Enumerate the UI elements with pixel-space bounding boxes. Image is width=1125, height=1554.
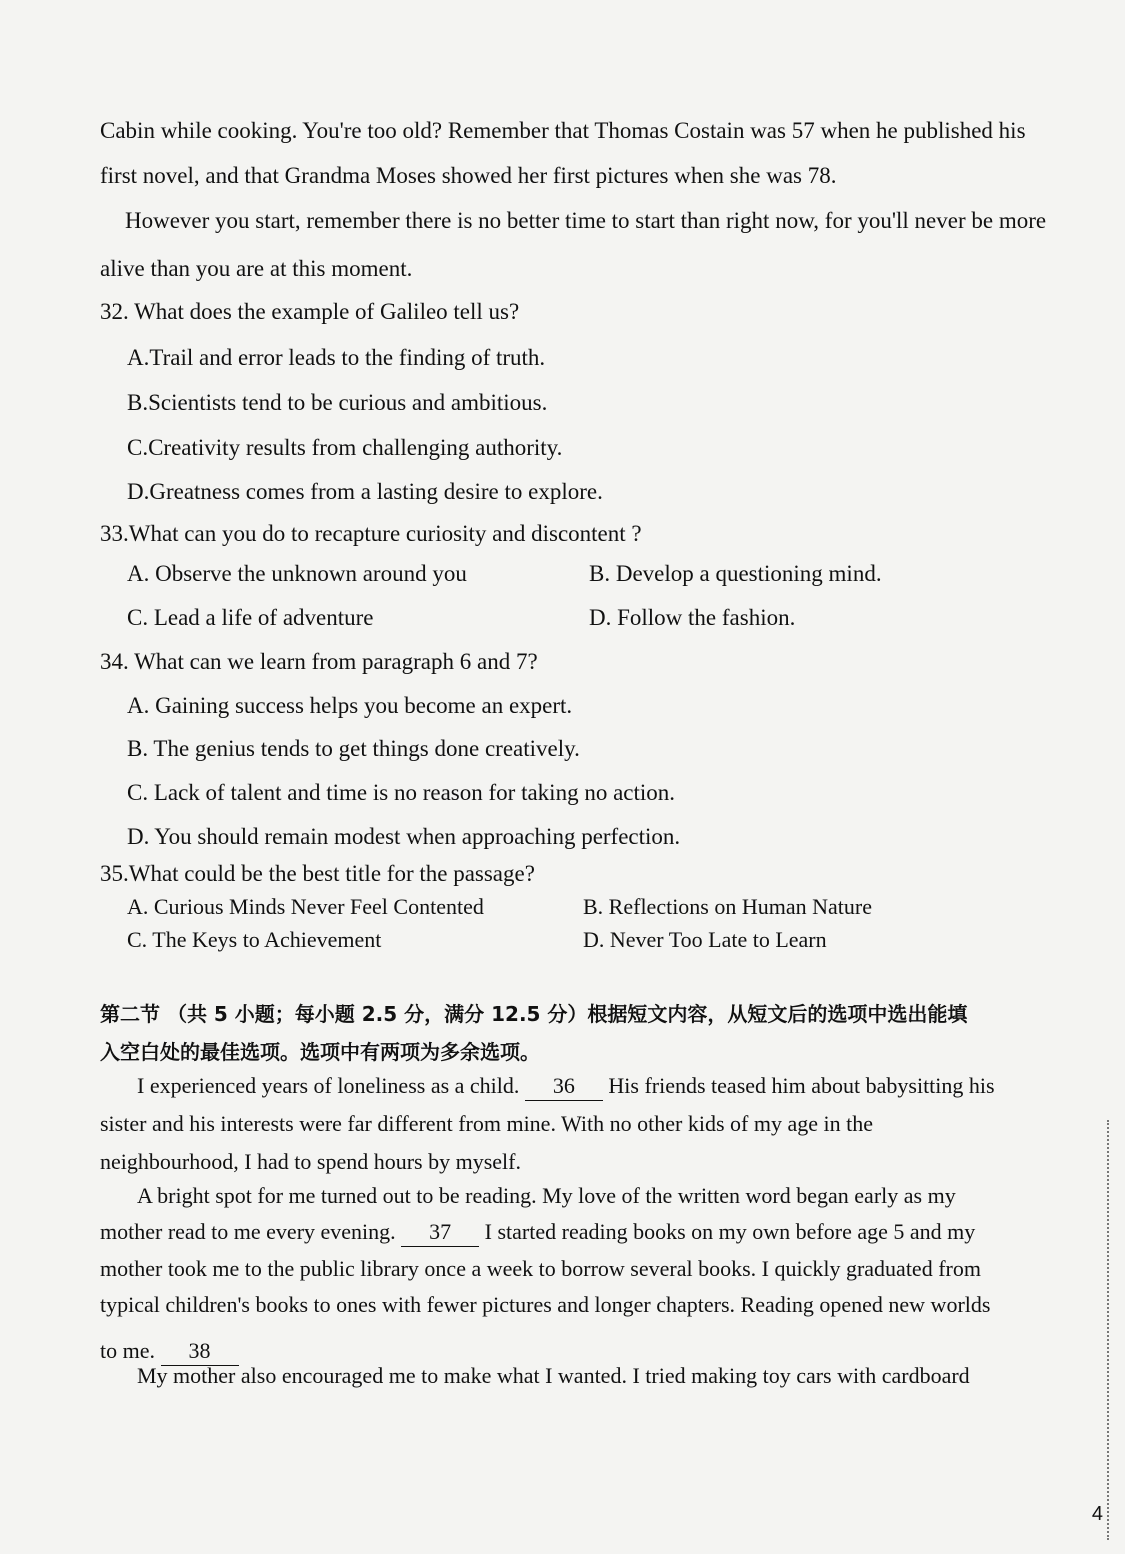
section-header: 第二节 （共 5 小题；每小题 2.5 分，满分 12.5 分）根据短文内容，从短文后的选项中选出能填 [100, 1002, 968, 1026]
cloze-line [100, 1218, 975, 1247]
question-stem: 35.What could be the best title for the passage? [100, 861, 535, 886]
option: B. The genius tends to get things done creatively. [127, 736, 580, 761]
passage-line: However you start, remember there is no better time to start than right now, for you'll never be more [125, 208, 1047, 233]
cloze-line: sister and his interests were far different from mine. With no other kids of my age in the [100, 1111, 873, 1136]
cloze-line: A bright spot for me turned out to be reading. My love of the written word began early as my [137, 1183, 956, 1208]
cloze-line [137, 1072, 995, 1101]
blank-37[interactable]: 37 [401, 1218, 479, 1247]
passage-line: first novel, and that Grandma Moses showed her first pictures when she was 78. [100, 163, 837, 188]
cloze-line: mother took me to the public library once a week to borrow several books. I quickly graduated from [100, 1256, 981, 1281]
binding-edge [1107, 1120, 1119, 1540]
cloze-text: to me. [100, 1338, 155, 1363]
page-number: 4 [1091, 1503, 1103, 1525]
cloze-line: My mother also encouraged me to make what I wanted. I tried making toy cars with cardboard [137, 1363, 970, 1388]
option: B. Reflections on Human Nature [583, 894, 872, 919]
section-header: 入空白处的最佳选项。选项中有两项为多余选项。 [100, 1040, 540, 1064]
option: D. You should remain modest when approaching perfection. [127, 824, 681, 849]
option: D. Follow the fashion. [589, 605, 796, 630]
cloze-text: mother read to me every evening. [100, 1219, 396, 1244]
question-stem: 32. What does the example of Galileo tell us? [100, 299, 520, 324]
option: C. Lead a life of adventure [127, 605, 374, 630]
cloze-line: typical children's books to ones with fewer pictures and longer chapters. Reading opened new worlds [100, 1292, 991, 1317]
cloze-text: His friends teased him about babysitting his [608, 1073, 995, 1098]
option: D. Never Too Late to Learn [583, 927, 827, 952]
question-stem: 33.What can you do to recapture curiosity and discontent ? [100, 521, 642, 546]
cloze-line: neighbourhood, I had to spend hours by myself. [100, 1149, 521, 1174]
option: B. Develop a questioning mind. [589, 561, 882, 586]
cloze-text: I started reading books on my own before age 5 and my [484, 1219, 976, 1244]
option: A. Observe the unknown around you [127, 561, 467, 586]
option: A.Trail and error leads to the finding of truth. [127, 345, 546, 370]
blank-36[interactable]: 36 [525, 1072, 603, 1101]
option: C.Creativity results from challenging authority. [127, 435, 563, 460]
option: D.Greatness comes from a lasting desire to explore. [127, 479, 603, 504]
option: B.Scientists tend to be curious and ambitious. [127, 390, 548, 415]
passage-line: Cabin while cooking. You're too old? Remember that Thomas Costain was 57 when he published his [100, 118, 1026, 143]
passage-line: alive than you are at this moment. [100, 256, 413, 281]
option: C. The Keys to Achievement [127, 927, 382, 952]
option: C. Lack of talent and time is no reason for taking no action. [127, 780, 676, 805]
question-stem: 34. What can we learn from paragraph 6 and 7? [100, 649, 538, 674]
cloze-text: I experienced years of loneliness as a child. [137, 1073, 520, 1098]
blank-38[interactable]: 38 [161, 1337, 239, 1366]
option: A. Curious Minds Never Feel Contented [127, 894, 484, 919]
option: A. Gaining success helps you become an expert. [127, 693, 573, 718]
